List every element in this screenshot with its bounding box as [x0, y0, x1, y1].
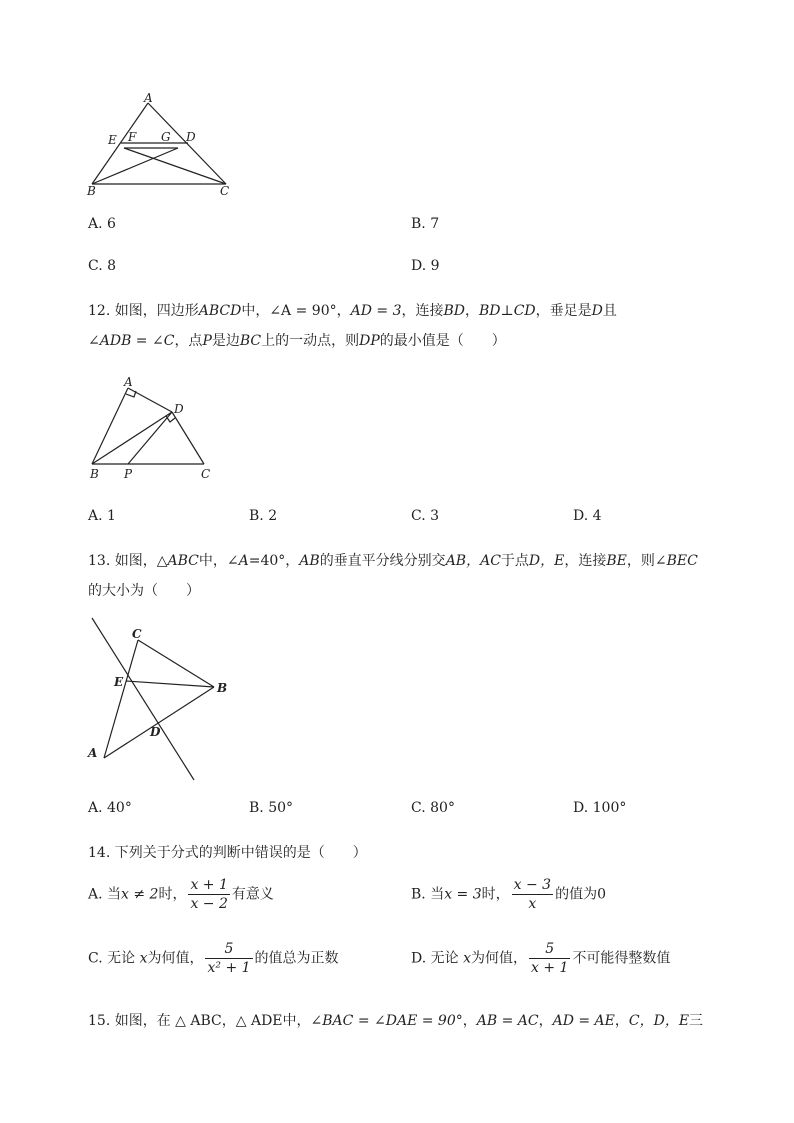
- text: ，则∠: [626, 553, 667, 569]
- math: DP: [359, 333, 380, 349]
- q13-option-b[interactable]: [249, 800, 293, 816]
- text: 下列关于分式的判断中错误的是（ ）: [114, 845, 367, 861]
- denominator: x² + 1: [207, 960, 251, 976]
- q13-stem-line1: [88, 550, 698, 570]
- fraction: [205, 940, 252, 977]
- text: 于点: [500, 553, 529, 569]
- option-value: 8: [107, 258, 117, 274]
- math: D，E: [528, 553, 565, 569]
- q11-figure: [84, 92, 244, 200]
- text: 有意义: [231, 886, 274, 903]
- text: ，: [538, 1013, 553, 1029]
- option-letter: A.: [88, 216, 103, 232]
- q11-label-e: E: [108, 133, 117, 147]
- q11-option-c[interactable]: [88, 258, 116, 274]
- q13-side-ac: [104, 640, 138, 758]
- math: BD⊥CD: [479, 303, 536, 319]
- q14-stem: [88, 842, 367, 862]
- q12-side-ad: [128, 388, 172, 412]
- question-number: 13.: [88, 553, 111, 569]
- option-value: 80°: [430, 800, 455, 816]
- option-value: 7: [430, 216, 440, 232]
- text: =40°，: [248, 553, 300, 569]
- text: 为何值，: [471, 950, 527, 967]
- option-value: 4: [592, 508, 602, 524]
- math: ABC: [167, 553, 199, 569]
- option-letter: B.: [249, 508, 264, 524]
- text: ，: [614, 1013, 629, 1029]
- text: ，点: [174, 333, 203, 349]
- option-letter: A.: [88, 800, 103, 816]
- q11-label-d: D: [186, 130, 196, 144]
- math: BC: [239, 333, 262, 349]
- math: A: [238, 553, 249, 569]
- q13-label-d: D: [150, 725, 161, 739]
- question-number: 12.: [88, 303, 111, 319]
- q14-option-a[interactable]: [88, 876, 274, 913]
- math: AD = AE: [552, 1013, 615, 1029]
- q12-option-b[interactable]: [249, 508, 277, 524]
- text: 无论: [107, 950, 136, 967]
- option-letter: C.: [88, 258, 103, 274]
- q12-figure: [86, 374, 226, 486]
- math: AB = AC: [476, 1013, 539, 1029]
- text: 的垂直平分线分别交: [319, 553, 446, 569]
- option-letter: D.: [573, 800, 589, 816]
- q13-label-a: A: [88, 746, 98, 760]
- quad-name: ABCD: [198, 303, 242, 319]
- numerator: 5: [205, 940, 252, 959]
- q11-label-b: B: [87, 184, 96, 198]
- text: 的大小为（ ）: [88, 583, 200, 599]
- math: AB，AC: [445, 553, 501, 569]
- math: x = 3: [444, 886, 482, 903]
- numerator: x − 3: [513, 877, 552, 893]
- q12-label-d: D: [174, 402, 184, 416]
- q13-stem-line2: [88, 580, 200, 600]
- q12-label-c: C: [201, 467, 211, 481]
- text: ，: [462, 1013, 477, 1029]
- q13-figure: [84, 614, 234, 786]
- text: 时，: [158, 886, 187, 903]
- q11-label-g: G: [161, 130, 171, 144]
- q12-stem-line2: [88, 330, 506, 350]
- option-letter: B.: [411, 216, 426, 232]
- q14-option-b[interactable]: [411, 876, 606, 913]
- math: AB: [299, 553, 320, 569]
- text: 三: [689, 1013, 704, 1029]
- fraction: [512, 876, 553, 913]
- q12-label-b: B: [90, 467, 99, 481]
- q13-label-e: E: [114, 675, 124, 689]
- text: 无论: [430, 950, 459, 967]
- fraction: [188, 876, 229, 913]
- math: ∠ADB = ∠C: [88, 333, 175, 349]
- text: 如图，△: [114, 553, 168, 569]
- numerator: x + 1: [190, 877, 228, 893]
- denominator: x + 1: [531, 960, 569, 976]
- math: BE: [606, 553, 627, 569]
- option-letter: A.: [88, 886, 103, 903]
- math: D: [591, 303, 603, 319]
- option-value: 1: [107, 508, 116, 524]
- q15-stem: [88, 1010, 703, 1030]
- text: 的值总为正数: [254, 950, 339, 967]
- q11-label-c: C: [220, 184, 230, 198]
- option-letter: C.: [88, 950, 103, 967]
- option-value: 9: [430, 258, 440, 274]
- question-number: 15.: [88, 1013, 111, 1029]
- text: 的最小值是（ ）: [379, 333, 506, 349]
- math: x: [139, 950, 148, 967]
- option-letter: B.: [411, 886, 426, 903]
- q13-side-ab: [104, 687, 214, 758]
- q12-label-a: A: [124, 375, 133, 389]
- math: ∠BAC = ∠DAE = 90°: [310, 1013, 463, 1029]
- text: 为何值，: [147, 950, 204, 967]
- text: 不可能得整数值: [572, 950, 671, 967]
- option-value: 50°: [268, 800, 294, 816]
- math: P: [202, 333, 212, 349]
- question-number: 14.: [88, 845, 111, 861]
- q12-label-p: P: [124, 467, 133, 481]
- option-letter: C.: [411, 800, 426, 816]
- text: ，连接: [401, 303, 444, 319]
- q12-option-c[interactable]: [411, 508, 439, 524]
- math: x: [463, 950, 471, 967]
- math: BEC: [666, 553, 698, 569]
- q14-option-d[interactable]: [411, 940, 670, 977]
- option-letter: D.: [411, 950, 427, 967]
- option-value: 6: [107, 216, 116, 232]
- q12-side-dc: [172, 412, 204, 464]
- option-letter: C.: [411, 508, 426, 524]
- q12-option-d[interactable]: [573, 508, 602, 524]
- q13-option-d[interactable]: [573, 800, 626, 816]
- math: x ≠ 2: [121, 886, 159, 903]
- q12-stem-line1: 12. 如图，四边形ABCD中，∠A = 90°，AD = 3，连接BD，BD⊥CD，垂足是D且: [88, 303, 617, 319]
- fraction: [529, 940, 570, 977]
- denominator: x: [528, 896, 537, 912]
- option-letter: A.: [88, 508, 103, 524]
- option-value: 40°: [107, 800, 132, 816]
- math: C，D，E: [628, 1013, 690, 1029]
- text: 是边: [211, 333, 240, 349]
- text: 当: [430, 886, 445, 903]
- q13-segment-eb: [126, 681, 214, 687]
- text: 的值为0: [555, 886, 606, 903]
- text: 中，∠A = 90°，: [241, 303, 351, 319]
- q11-label-a: A: [144, 92, 153, 105]
- q11-option-b[interactable]: [411, 216, 439, 232]
- option-value: 100°: [592, 800, 627, 816]
- q13-label-b: B: [217, 681, 228, 695]
- text: 且: [602, 303, 617, 319]
- text: 如图，在 △ ABC，△ ADE中，: [114, 1013, 311, 1029]
- q13-option-a[interactable]: [88, 800, 132, 816]
- text: ，垂足是: [535, 303, 592, 319]
- text: 中，∠: [198, 553, 239, 569]
- numerator: 5: [529, 940, 570, 959]
- q11-option-d[interactable]: [411, 258, 440, 274]
- text: 上的一动点，则: [261, 333, 360, 349]
- text: ，连接: [564, 553, 607, 569]
- q13-side-cb: [138, 640, 214, 687]
- text: 时，: [481, 886, 510, 903]
- q11-label-f: F: [128, 130, 137, 144]
- q12-segment-dp: [128, 412, 172, 464]
- option-letter: D.: [573, 508, 589, 524]
- option-value: 2: [268, 508, 278, 524]
- math: AD = 3: [350, 303, 402, 319]
- q11-option-a[interactable]: [88, 216, 116, 232]
- q14-option-c[interactable]: [88, 940, 339, 977]
- denominator: x − 2: [190, 896, 228, 912]
- option-value: 3: [430, 508, 440, 524]
- option-letter: D.: [411, 258, 427, 274]
- q12-option-a[interactable]: [88, 508, 116, 524]
- text: 如图，四边形: [114, 303, 199, 319]
- text: 当: [107, 886, 122, 903]
- option-letter: B.: [249, 800, 264, 816]
- q11-segment-fc: [124, 148, 226, 184]
- q13-label-c: C: [132, 627, 142, 641]
- q13-option-c[interactable]: [411, 800, 455, 816]
- math: BD: [443, 303, 466, 319]
